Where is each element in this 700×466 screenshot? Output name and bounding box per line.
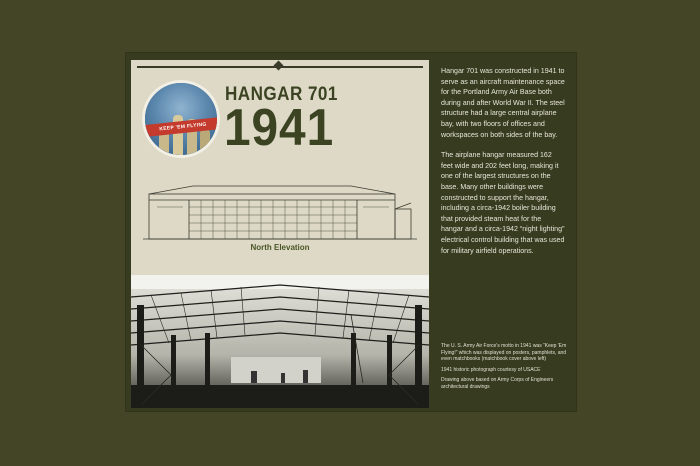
matchbook-cover-image xyxy=(142,80,220,158)
motto-note: The U. S. Army Air Force's motto in 1941 was “Keep 'Em Flying!” which was displayed on posters, pamphlets, and even matchbooks (matchbook cover above left) xyxy=(441,343,567,363)
elevation-caption: North Elevation xyxy=(250,243,310,252)
photo-credit: 1941 historic photograph courtesy of USACE xyxy=(441,366,541,373)
drawing-credit: Drawing above based on Army Corps of Engineers architectural drawings xyxy=(441,377,554,390)
history-paragraph-2: The airplane hangar measured 162 feet wide and 202 feet long, making it one of the largest structures on the base. Many other buildings were constructed to support the hangar, including a circa-1942 boiler building that provided steam heat for the hangar and a circa-1942 “night lighting” electrical control building that was used for military airfield operations. xyxy=(441,151,565,255)
illustration-card xyxy=(131,60,429,408)
history-paragraph-1: Hangar 701 was constructed in 1941 to serve as an aircraft maintenance space for the Portland Army Air Base both during and after World War II. The steel structure had a large central airplane bay, with two floors of offices and workspaces on both sides of the bay. xyxy=(441,67,565,139)
north-elevation-drawing xyxy=(143,173,417,243)
motto-banner: KEEP 'EM FLYING xyxy=(142,117,220,138)
rule-diamond-ornament xyxy=(274,61,284,71)
description-column xyxy=(441,66,565,256)
historic-hangar-photo xyxy=(131,275,429,408)
page-subtitle: HANGAR 701 xyxy=(225,84,338,105)
page-title-year: 1941 xyxy=(224,99,335,157)
footnotes xyxy=(441,343,567,395)
